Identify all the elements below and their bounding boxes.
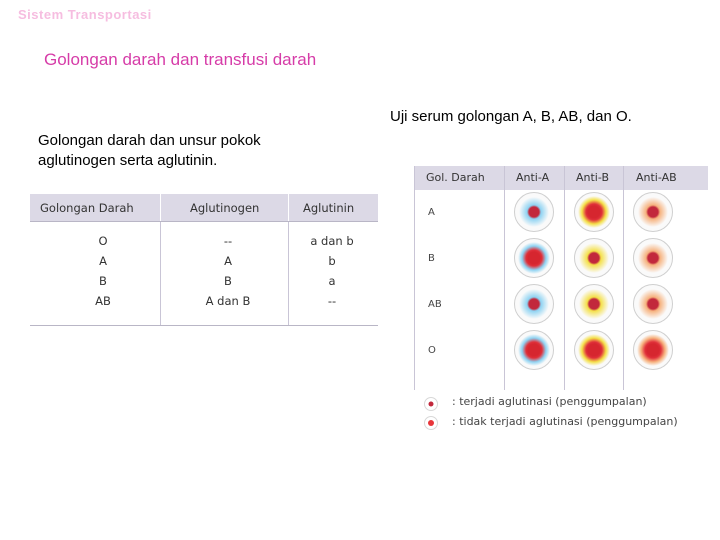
test-well-agglutination [633, 284, 673, 324]
description-line-2: aglutinogen serta aglutinin. [38, 152, 218, 169]
agglutination-clump [638, 197, 668, 227]
row-label-a: A [428, 207, 435, 218]
header-blood-group: Gol. Darah [426, 171, 485, 184]
header-anti-a: Anti-A [516, 171, 550, 184]
column-divider [414, 166, 415, 390]
agglutinogen-column [190, 231, 266, 311]
legend-no-agglutination-text: : tidak terjadi aglutinasi (penggumpalan) [452, 415, 678, 428]
serum-test-table [414, 166, 708, 390]
description-line-1: Golongan darah dan unsur pokok [38, 132, 261, 149]
row-label-b: B [428, 253, 435, 264]
blood-type-column [70, 231, 136, 311]
test-well-agglutination [514, 284, 554, 324]
table-cell: -- [327, 294, 337, 308]
legend-no-agglutination-icon [424, 416, 438, 430]
header-agglutinogen: Aglutinogen [190, 201, 260, 215]
table-cell: a dan b [310, 234, 354, 248]
test-well-agglutination [633, 238, 673, 278]
agglutination-clump [638, 289, 668, 319]
header-anti-b: Anti-B [576, 171, 609, 184]
uniform-blood-spot [578, 334, 610, 366]
row-label-o: O [428, 345, 436, 356]
column-divider [288, 221, 289, 326]
uniform-blood-spot [637, 334, 669, 366]
legend-agglutination-icon [424, 397, 438, 411]
test-well-no-agglutination [514, 238, 554, 278]
table-cell: b [328, 254, 336, 268]
agglutination-clump [579, 289, 609, 319]
page-title: Golongan darah dan transfusi darah [44, 50, 317, 69]
test-well-agglutination [514, 192, 554, 232]
header-blood-type: Golongan Darah [40, 201, 134, 215]
uniform-blood-spot [518, 334, 550, 366]
table-cell: A [99, 254, 107, 268]
blood-type-description [38, 131, 338, 171]
test-well-agglutination [574, 284, 614, 324]
bottom-rule [30, 325, 378, 326]
table-cell: B [224, 274, 232, 288]
test-well-no-agglutination [574, 192, 614, 232]
column-divider [564, 166, 565, 390]
serum-test-title: Uji serum golongan A, B, AB, dan O. [390, 108, 632, 125]
agglutination-clump [579, 243, 609, 273]
test-well-agglutination [633, 192, 673, 232]
table-cell: A dan B [205, 294, 251, 308]
agglutinin-column [300, 231, 364, 311]
test-well-agglutination [574, 238, 614, 278]
test-well-no-agglutination [514, 330, 554, 370]
agglutination-clump [638, 243, 668, 273]
table-cell: AB [95, 294, 111, 308]
uniform-blood-spot [518, 242, 550, 274]
row-label-ab: AB [428, 299, 442, 310]
table-cell: O [98, 234, 108, 248]
header-rule [30, 221, 378, 222]
table-cell: A [224, 254, 232, 268]
uniform-blood-spot [578, 196, 610, 228]
header-agglutinin: Aglutinin [303, 201, 355, 215]
column-divider [504, 166, 505, 390]
section-label: Sistem Transportasi [18, 7, 152, 22]
header-anti-ab: Anti-AB [636, 171, 677, 184]
table-cell: -- [223, 234, 233, 248]
agglutination-clump [519, 289, 549, 319]
table-cell: a [328, 274, 336, 288]
column-divider [160, 221, 161, 326]
agglutination-clump [519, 197, 549, 227]
legend-agglutination-text: : terjadi aglutinasi (penggumpalan) [452, 395, 647, 408]
test-well-no-agglutination [574, 330, 614, 370]
column-divider [623, 166, 624, 390]
blood-type-table [30, 194, 378, 326]
table-cell: B [99, 274, 107, 288]
test-well-no-agglutination [633, 330, 673, 370]
